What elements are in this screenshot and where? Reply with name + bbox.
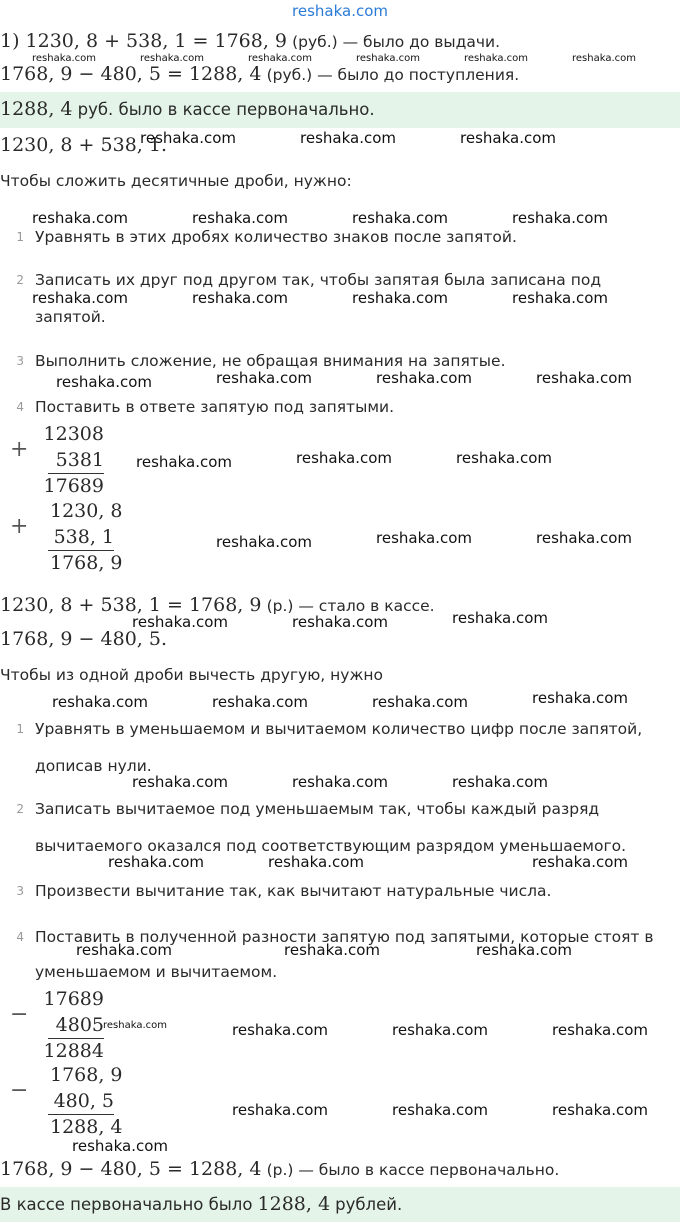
watermark: reshaka.com (552, 1021, 648, 1039)
watermark: reshaka.com (32, 209, 128, 227)
column-difference: 12884 (43, 1040, 104, 1062)
column-minuend: 1768, 9 (50, 1064, 123, 1086)
minus-sign: − (10, 1078, 29, 1103)
watermark: reshaka.com (232, 1021, 328, 1039)
watermark: reshaka.com (132, 613, 228, 631)
step-number: 1 (16, 722, 24, 736)
watermark: reshaka.com (460, 129, 556, 147)
subtraction-step-4: Поставить в полученной разности запятую под запятыми, которые стоят в (35, 928, 654, 946)
equation-line-1 (0, 30, 500, 52)
watermark: reshaka.com (352, 289, 448, 307)
column-addend-2: 5381 (55, 449, 104, 471)
step-number: 2 (16, 802, 24, 816)
step-number: 4 (16, 400, 24, 414)
watermark: reshaka.com (268, 853, 364, 871)
column-difference: 1288, 4 (50, 1116, 123, 1138)
final-answer-text: В кассе первоначально было (0, 1195, 253, 1214)
watermark: reshaka.com (376, 369, 472, 387)
addition-step-3: Выполнить сложение, не обращая внимания на запятые. (35, 352, 506, 370)
watermark: reshaka.com (532, 853, 628, 871)
final-answer (0, 1193, 402, 1215)
minus-sign: − (10, 1002, 29, 1027)
equation-2-math: 1768, 9 − 480, 5 = 1288, 4 (0, 63, 262, 85)
watermark: reshaka.com (376, 529, 472, 547)
addition-step-4: Поставить в ответе запятую под запятыми. (35, 398, 395, 416)
watermark: reshaka.com (248, 53, 312, 64)
step-number: 1 (16, 230, 24, 244)
watermark: reshaka.com (192, 209, 288, 227)
watermark: reshaka.com (452, 609, 548, 627)
answer-1-math: 1288, 4 (0, 98, 73, 120)
watermark: reshaka.com (232, 1101, 328, 1119)
subtraction-rule-intro: Чтобы из одной дроби вычесть другую, нужно (0, 666, 384, 684)
column-minuend: 17689 (43, 988, 104, 1010)
watermark: reshaka.com (536, 369, 632, 387)
final-answer-math: 1288, 4 (257, 1193, 331, 1215)
watermark: reshaka.com (212, 693, 308, 711)
watermark: reshaka.com (512, 209, 608, 227)
equation-6-math: 1768, 9 − 480, 5 = 1288, 4 (0, 1158, 262, 1180)
step-number: 4 (16, 930, 24, 944)
watermark: reshaka.com (32, 289, 128, 307)
answer-1-text: руб. было в кассе первоначально. (77, 100, 375, 119)
column-sum: 17689 (43, 475, 104, 497)
watermark: reshaka.com (292, 613, 388, 631)
equation-4-text: (р.) — стало в кассе. (266, 597, 435, 615)
watermark: reshaka.com (392, 1101, 488, 1119)
addition-step-2-cont: запятой. (35, 308, 106, 326)
watermark: reshaka.com (532, 689, 628, 707)
equation-4-math: 1230, 8 + 538, 1 = 1768, 9 (0, 594, 262, 616)
watermark: reshaka.com (140, 129, 236, 147)
equation-1-math: 1) 1230, 8 + 538, 1 = 1768, 9 (0, 30, 288, 52)
addition-rule-intro: Чтобы сложить десятичные дроби, нужно: (0, 172, 352, 190)
watermark: reshaka.com (52, 693, 148, 711)
step-number: 3 (16, 884, 24, 898)
watermark: reshaka.com (56, 373, 152, 391)
watermark: reshaka.com (108, 853, 204, 871)
watermark: reshaka.com (216, 533, 312, 551)
watermark: reshaka.com (300, 129, 396, 147)
watermark: reshaka.com (292, 773, 388, 791)
watermark: reshaka.com (372, 693, 468, 711)
watermark: reshaka.com (284, 941, 380, 959)
subtraction-step-4-cont: уменьшаемом и вычитаемом. (35, 963, 278, 981)
column-subtrahend: 4805 (55, 1014, 104, 1036)
watermark: reshaka.com (192, 289, 288, 307)
site-logo[interactable]: reshaka.com (292, 2, 388, 20)
watermark: reshaka.com (296, 449, 392, 467)
equation-2-text: (руб.) — было до поступления. (266, 66, 520, 84)
addition-step-1: Уравнять в этих дробях количество знаков после запятой. (35, 228, 517, 246)
column-addend-1: 12308 (43, 423, 104, 445)
watermark: reshaka.com (32, 53, 96, 64)
addition-step-2: Записать их друг под другом так, чтобы запятая была записана под (35, 271, 602, 289)
final-answer-tail: рублей. (335, 1195, 403, 1214)
equation-6-text: (р.) — было в кассе первоначально. (266, 1161, 560, 1179)
plus-sign: + (10, 437, 29, 462)
step-number: 2 (16, 273, 24, 287)
plus-sign: + (10, 514, 29, 539)
watermark: reshaka.com (552, 1101, 648, 1119)
watermark: reshaka.com (352, 209, 448, 227)
subtraction-step-2-cont: вычитаемого оказался под соответствующим разрядом уменьшаемого. (35, 837, 627, 855)
equation-line-3: 1230, 8 + 538, 1. (0, 134, 167, 156)
watermark: reshaka.com (476, 941, 572, 959)
watermark: reshaka.com (132, 773, 228, 791)
watermark: reshaka.com (392, 1021, 488, 1039)
watermark: reshaka.com (464, 53, 528, 64)
answer-line-1 (0, 98, 375, 120)
watermark: reshaka.com (356, 53, 420, 64)
column-addend-2: 538, 1 (53, 526, 114, 548)
watermark: reshaka.com (456, 449, 552, 467)
column-underline (48, 550, 114, 551)
column-subtrahend: 480, 5 (53, 1090, 114, 1112)
subtraction-step-1: Уравнять в уменьшаемом и вычитаемом количество цифр после запятой, (35, 720, 643, 738)
watermark: reshaka.com (76, 941, 172, 959)
subtraction-step-3: Произвести вычитание так, как вычитают натуральные числа. (35, 882, 552, 900)
watermark: reshaka.com (452, 773, 548, 791)
watermark: reshaka.com (140, 53, 204, 64)
subtraction-step-2: Записать вычитаемое под уменьшаемым так, чтобы каждый разряд (35, 800, 600, 818)
watermark: reshaka.com (572, 53, 636, 64)
watermark: reshaka.com (136, 453, 232, 471)
column-underline (48, 473, 104, 474)
step-number: 3 (16, 354, 24, 368)
subtraction-step-1-cont: дописав нули. (35, 757, 152, 775)
watermark: reshaka.com (103, 1020, 167, 1031)
watermark: reshaka.com (536, 529, 632, 547)
equation-line-2 (0, 63, 519, 85)
column-sum: 1768, 9 (50, 552, 123, 574)
watermark: reshaka.com (216, 369, 312, 387)
column-underline (48, 1114, 114, 1115)
equation-line-5: 1768, 9 − 480, 5. (0, 628, 167, 650)
column-addend-1: 1230, 8 (50, 500, 123, 522)
watermark: reshaka.com (72, 1137, 168, 1155)
equation-line-6 (0, 1158, 559, 1180)
column-underline (48, 1038, 104, 1039)
equation-1-text: (руб.) — было до выдачи. (292, 33, 501, 51)
watermark: reshaka.com (512, 289, 608, 307)
